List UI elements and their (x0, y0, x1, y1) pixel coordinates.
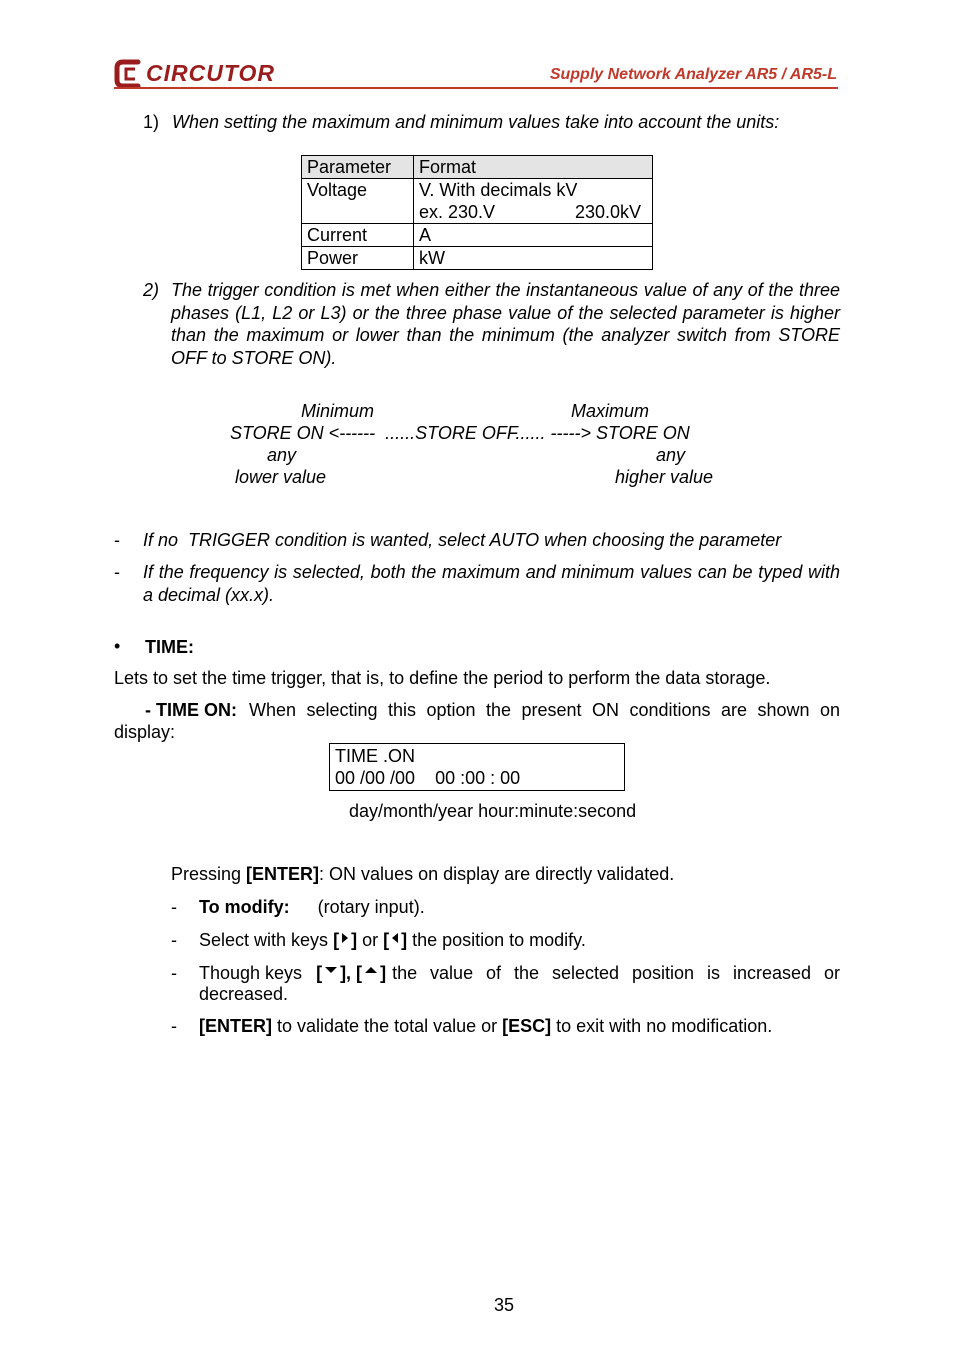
note-2-number: 2) (143, 280, 160, 300)
cell-format (414, 179, 653, 224)
note-1-number: 1) (143, 112, 160, 132)
time-on-label: - TIME ON: (145, 700, 237, 720)
diagram-minimum: Minimum (301, 401, 375, 421)
cell-parameter: Current (302, 224, 414, 247)
select-mid: or (357, 930, 384, 950)
cell-format: kW (414, 247, 653, 270)
cell-parameter: Voltage (302, 179, 414, 224)
document-title: Supply Network Analyzer AR5 / AR5-L (549, 66, 837, 83)
diagram-store-line: STORE ON <------ ......STORE OFF...... -----> STORE ON (230, 423, 690, 443)
pressing-enter-line (171, 864, 674, 885)
list-dash: - (171, 963, 177, 983)
example-label: ex. 230.V (419, 202, 496, 222)
table-header-row (302, 156, 653, 179)
display-line-2: 00 /00 /00 00 :00 : 00 (335, 768, 521, 788)
circutor-logo-icon (114, 58, 144, 90)
though-continuation: decreased. (199, 984, 289, 1004)
esc-key: [ESC] (502, 1016, 552, 1036)
select-keys-line (199, 930, 586, 951)
arrow-down-icon (325, 967, 337, 973)
arrow-right-icon (342, 933, 348, 943)
bullet-dash: - (114, 530, 120, 550)
arrow-up-icon (365, 967, 377, 973)
bullet-text: If the frequency is selected, both the maximum and minimum values can be typed with a decimal (xx.x). (143, 562, 840, 605)
list-dash: - (171, 897, 177, 917)
table-row (302, 179, 653, 224)
brand-name: CIRCUTOR (146, 60, 275, 86)
display-line-1: TIME .ON (335, 746, 415, 766)
time-intro: Lets to set the time trigger, that is, to define the period to perform the data storage. (114, 668, 771, 688)
enter-key: [ENTER] (199, 1016, 272, 1036)
enter-esc-line (199, 1016, 772, 1037)
page-number: 35 (494, 1295, 515, 1315)
time-display (329, 743, 625, 791)
time-on-line (145, 700, 840, 721)
voltage-example (419, 201, 647, 223)
header-divider (114, 87, 838, 89)
select-pre: Select with keys (199, 930, 334, 950)
units-table (301, 155, 653, 270)
down-up-keys: [ ], [ ] (316, 963, 387, 983)
diagram-maximum: Maximum (571, 401, 650, 421)
bullet-text: If no TRIGGER condition is wanted, select AUTO when choosing the parameter (143, 530, 782, 550)
modify-text: (rotary input). (317, 897, 425, 917)
left-key: [ ] (383, 930, 408, 950)
diagram-any-right: any (656, 445, 686, 465)
list-dash: - (171, 1016, 177, 1036)
arrow-left-icon (392, 933, 398, 943)
note-1-text: When setting the maximum and minimum values take into account the units: (172, 112, 780, 132)
enter-key: [ENTER] (246, 864, 320, 884)
display-caption: day/month/year hour:minute:second (349, 801, 637, 821)
diagram-any-left: any (267, 445, 297, 465)
pressing-post: : ON values on display are directly validated. (319, 864, 675, 884)
enter-mid: to validate the total value or (272, 1016, 503, 1036)
right-key: [ ] (333, 930, 358, 950)
pressing-pre: Pressing (171, 864, 247, 884)
enter-post: to exit with no modification. (551, 1016, 773, 1036)
cell-parameter: Power (302, 247, 414, 270)
bullet-dash: - (114, 562, 120, 582)
diagram-lower-value: lower value (235, 467, 327, 487)
list-dash: - (171, 930, 177, 950)
header-parameter: Parameter (302, 156, 414, 179)
though-keys-line (199, 963, 840, 984)
time-on-text: When selecting this option the present ON conditions are shown on (249, 700, 840, 720)
modify-line (199, 897, 425, 918)
note-2-text: The trigger condition is met when either the instantaneous value of any of the three phases (L1, L2 or L3) or the three phase value of the selected parameter is higher than the maximum or lower than the minimum (the analyzer switch from STORE OFF to STORE ON). (171, 280, 840, 368)
though-pre: Though keys (199, 963, 303, 983)
select-post: the position to modify. (407, 930, 586, 950)
time-on-continuation: display: (114, 722, 176, 742)
header-format: Format (414, 156, 653, 179)
diagram-higher-value: higher value (615, 467, 714, 487)
modify-label: To modify: (199, 897, 290, 917)
though-post: the value of the selected position is increased or (392, 963, 840, 983)
time-heading: TIME: (145, 637, 194, 657)
time-bullet: • (114, 636, 121, 656)
cell-format: A (414, 224, 653, 247)
table-row (302, 224, 653, 247)
example-value: 230.0kV (574, 202, 641, 222)
voltage-format: V. With decimals kV (419, 180, 578, 200)
table-row (302, 247, 653, 270)
